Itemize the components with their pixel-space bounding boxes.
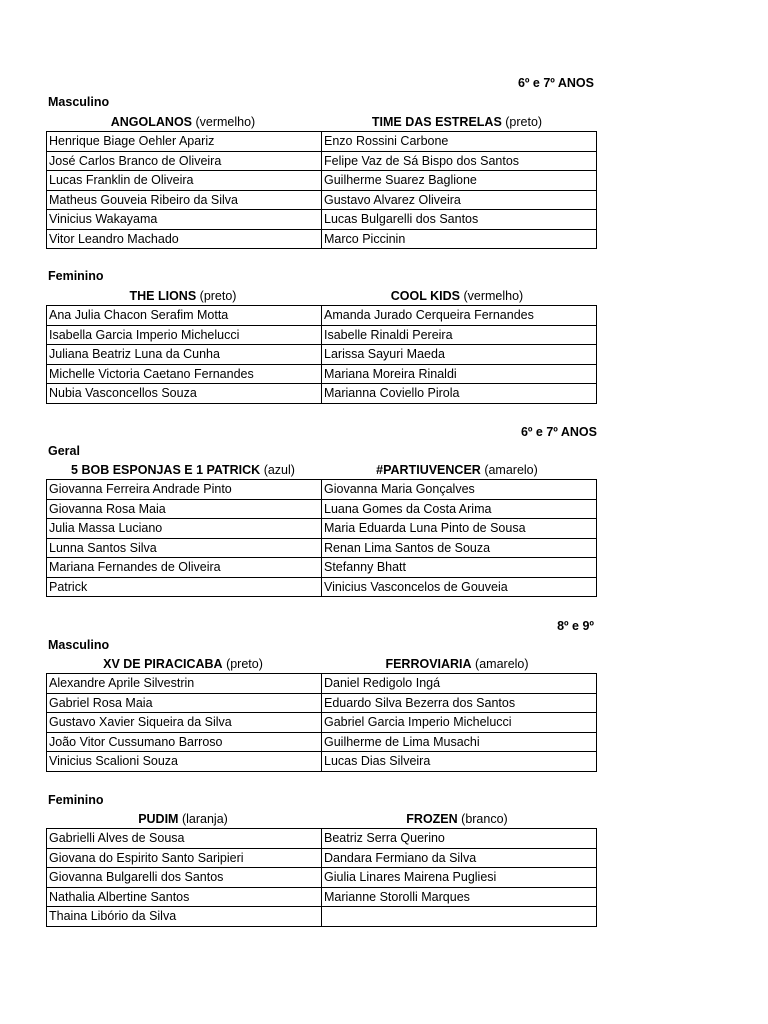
year-heading: 8º e 9º (557, 619, 594, 633)
team-name: XV DE PIRACICABA (103, 657, 223, 671)
table-row (47, 480, 597, 500)
cell[interactable]: Gabrielli Alves de Sousa (47, 829, 322, 849)
cell[interactable]: Gabriel Rosa Maia (47, 693, 322, 713)
team-name: THE LIONS (129, 289, 197, 303)
cell[interactable]: José Carlos Branco de Oliveira (47, 151, 322, 171)
table-row (47, 558, 597, 578)
team-name: TIME DAS ESTRELAS (371, 115, 502, 129)
cell[interactable]: Patrick (47, 577, 322, 597)
cell[interactable]: Isabella Garcia Imperio Michelucci (47, 325, 322, 345)
cell[interactable]: Giovanna Ferreira Andrade Pinto (47, 480, 322, 500)
cell[interactable]: Vinicius Scalioni Souza (47, 752, 322, 772)
table-row (47, 519, 597, 539)
category-label: Feminino (48, 269, 104, 283)
cell[interactable]: Giovanna Bulgarelli dos Santos (47, 868, 322, 888)
team-color: (amarelo) (484, 463, 538, 477)
cell[interactable]: Thaina Libório da Silva (47, 907, 322, 927)
category-label: Geral (48, 444, 80, 458)
team-name: FROZEN (406, 812, 458, 826)
table-row (47, 229, 597, 249)
team-header-row (46, 811, 594, 828)
cell[interactable]: Giovana do Espirito Santo Saripieri (47, 848, 322, 868)
table-row (47, 713, 597, 733)
table-row (47, 171, 597, 191)
table-row (47, 577, 597, 597)
cell[interactable]: Stefanny Bhatt (322, 558, 597, 578)
cell[interactable]: Nathalia Albertine Santos (47, 887, 322, 907)
cell[interactable]: Giulia Linares Mairena Pugliesi (322, 868, 597, 888)
cell[interactable]: Guilherme Suarez Baglione (322, 171, 597, 191)
cell[interactable]: Dandara Fermiano da Silva (322, 848, 597, 868)
cell[interactable]: Larissa Sayuri Maeda (322, 345, 597, 365)
cell[interactable]: Luana Gomes da Costa Arima (322, 499, 597, 519)
team-color: (preto) (199, 289, 237, 303)
table-row (47, 848, 597, 868)
cell[interactable]: Ana Julia Chacon Serafim Motta (47, 306, 322, 326)
table-row (47, 674, 597, 694)
cell[interactable]: Gustavo Xavier Siqueira da Silva (47, 713, 322, 733)
table-row (47, 306, 597, 326)
team-right-header (320, 811, 594, 828)
table-row (47, 151, 597, 171)
roster-table (46, 673, 597, 772)
team-right-header (320, 114, 594, 131)
cell[interactable]: Lucas Bulgarelli dos Santos (322, 210, 597, 230)
year-heading: 6º e 7º ANOS (517, 76, 594, 90)
team-right-header (320, 462, 594, 479)
team-name: PUDIM (138, 812, 179, 826)
team-color: (vermelho) (195, 115, 256, 129)
cell[interactable]: Lucas Dias Silveira (322, 752, 597, 772)
cell[interactable]: Henrique Biage Oehler Apariz (47, 132, 322, 152)
table-row (47, 210, 597, 230)
table-row (47, 499, 597, 519)
table-row (47, 384, 597, 404)
team-left-header (46, 114, 320, 131)
table-row (47, 829, 597, 849)
cell[interactable]: Lucas Franklin de Oliveira (47, 171, 322, 191)
cell[interactable]: Nubia Vasconcellos Souza (47, 384, 322, 404)
table-row (47, 538, 597, 558)
cell[interactable]: Matheus Gouveia Ribeiro da Silva (47, 190, 322, 210)
cell[interactable]: Renan Lima Santos de Souza (322, 538, 597, 558)
team-name: ANGOLANOS (110, 115, 192, 129)
cell[interactable]: Daniel Redigolo Ingá (322, 674, 597, 694)
cell[interactable]: Guilherme de Lima Musachi (322, 732, 597, 752)
cell[interactable]: Gabriel Garcia Imperio Michelucci (322, 713, 597, 733)
team-name: 5 BOB ESPONJAS E 1 PATRICK (71, 463, 261, 477)
team-right-header (320, 288, 594, 305)
cell[interactable]: João Vitor Cussumano Barroso (47, 732, 322, 752)
table-row (47, 693, 597, 713)
team-color: (azul) (263, 463, 295, 477)
cell[interactable]: Giovanna Rosa Maia (47, 499, 322, 519)
team-right-header (320, 656, 594, 673)
team-header-row (46, 288, 594, 305)
roster-table (46, 131, 597, 249)
team-name: COOL KIDS (390, 289, 460, 303)
year-heading: 6º e 7º ANOS (520, 425, 597, 439)
cell[interactable]: Marianna Coviello Pirola (322, 384, 597, 404)
cell[interactable]: Eduardo Silva Bezerra dos Santos (322, 693, 597, 713)
cell[interactable]: Marianne Storolli Marques (322, 887, 597, 907)
table-row (47, 132, 597, 152)
cell[interactable]: Vinicius Wakayama (47, 210, 322, 230)
cell[interactable]: Marco Piccinin (322, 229, 597, 249)
cell[interactable]: Juliana Beatriz Luna da Cunha (47, 345, 322, 365)
cell[interactable]: Amanda Jurado Cerqueira Fernandes (322, 306, 597, 326)
table-row (47, 345, 597, 365)
cell[interactable]: Alexandre Aprile Silvestrin (47, 674, 322, 694)
team-header-row (46, 114, 594, 131)
cell[interactable]: Isabelle Rinaldi Pereira (322, 325, 597, 345)
cell[interactable]: Vitor Leandro Machado (47, 229, 322, 249)
team-color: (amarelo) (475, 657, 529, 671)
team-left-header (46, 462, 320, 479)
team-color: (preto) (226, 657, 263, 671)
team-color: (preto) (505, 115, 543, 129)
roster-table (46, 479, 597, 597)
table-row (47, 732, 597, 752)
cell[interactable]: Giovanna Maria Gonçalves (322, 480, 597, 500)
cell[interactable]: Lunna Santos Silva (47, 538, 322, 558)
cell[interactable]: Julia Massa Luciano (47, 519, 322, 539)
team-color: (laranja) (181, 812, 228, 826)
cell[interactable]: Michelle Victoria Caetano Fernandes (47, 364, 322, 384)
category-label: Masculino (48, 638, 110, 652)
table-row (47, 190, 597, 210)
cell[interactable]: Vinicius Vasconcelos de Gouveia (322, 577, 597, 597)
cell[interactable] (322, 907, 597, 927)
team-name: #PARTIUVENCER (376, 463, 481, 477)
cell[interactable]: Mariana Fernandes de Oliveira (47, 558, 322, 578)
team-left-header (46, 656, 320, 673)
cell[interactable]: Felipe Vaz de Sá Bispo dos Santos (322, 151, 597, 171)
table-row (47, 752, 597, 772)
team-color: (vermelho) (463, 289, 524, 303)
team-left-header (46, 811, 320, 828)
table-row (47, 325, 597, 345)
roster-table (46, 305, 597, 404)
cell[interactable]: Beatriz Serra Querino (322, 829, 597, 849)
roster-table (46, 828, 597, 927)
team-color: (branco) (461, 812, 508, 826)
team-name: FERROVIARIA (385, 657, 472, 671)
table-row (47, 907, 597, 927)
cell[interactable]: Maria Eduarda Luna Pinto de Sousa (322, 519, 597, 539)
category-label: Masculino (48, 95, 110, 109)
cell[interactable]: Gustavo Alvarez Oliveira (322, 190, 597, 210)
team-left-header (46, 288, 320, 305)
category-label: Feminino (48, 793, 104, 807)
team-header-row (46, 462, 594, 479)
table-row (47, 364, 597, 384)
table-row (47, 868, 597, 888)
table-row (47, 887, 597, 907)
cell[interactable]: Mariana Moreira Rinaldi (322, 364, 597, 384)
cell[interactable]: Enzo Rossini Carbone (322, 132, 597, 152)
team-header-row (46, 656, 594, 673)
